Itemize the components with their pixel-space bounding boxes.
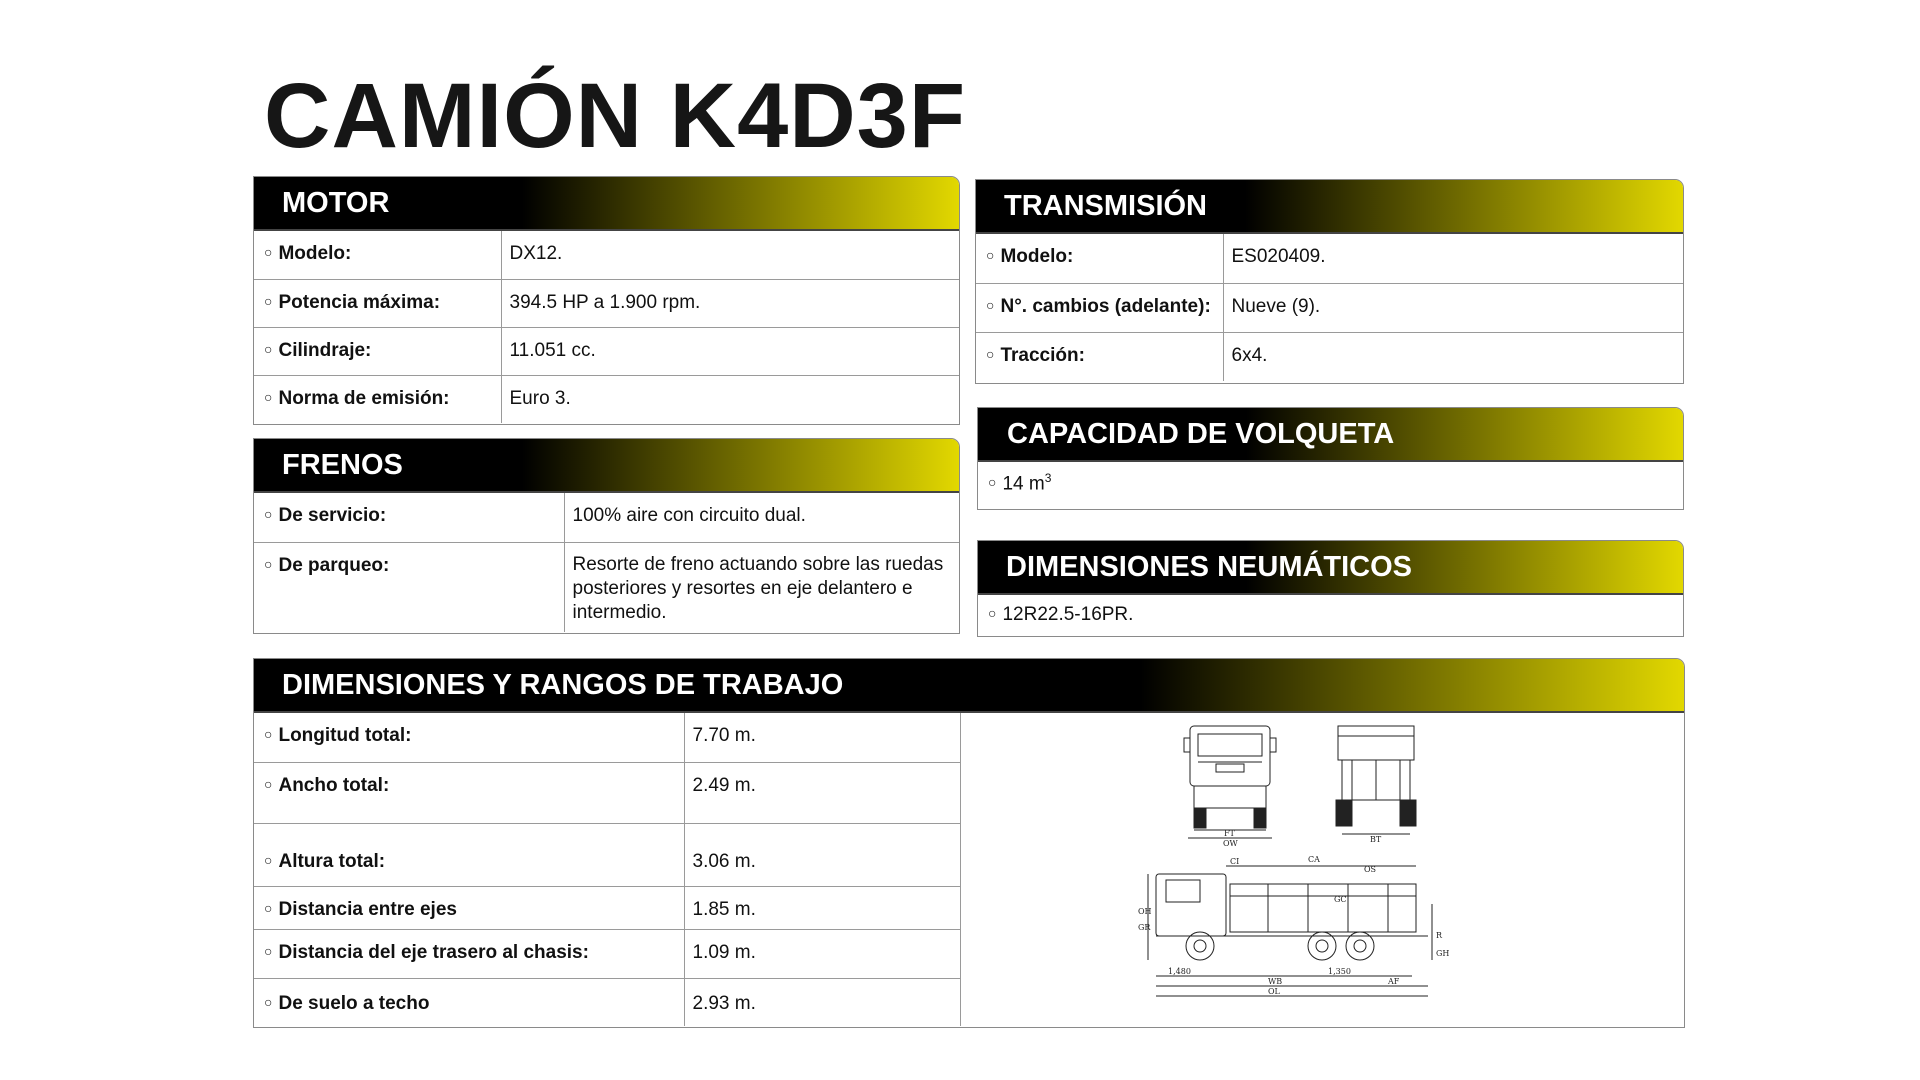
bullet-icon: ○ bbox=[264, 942, 273, 959]
dim-label-bt: BT bbox=[1370, 835, 1382, 844]
row-value: 1.85 m. bbox=[684, 886, 961, 929]
table-row bbox=[254, 886, 961, 929]
bullet-icon: ○ bbox=[986, 345, 995, 362]
row-label: Distancia entre ejes bbox=[278, 898, 457, 920]
table-row bbox=[254, 493, 959, 542]
row-value: DX12. bbox=[509, 243, 563, 264]
motor-table bbox=[254, 231, 959, 423]
table-row bbox=[254, 375, 959, 423]
dim-label-ci: CI bbox=[1230, 857, 1240, 866]
row-label: Altura total: bbox=[278, 850, 386, 872]
row-value: Nueve (9). bbox=[1223, 283, 1683, 332]
row-value: 11.051 cc. bbox=[501, 327, 959, 375]
row-value: 3.06 m. bbox=[684, 823, 961, 886]
volqueta-value bbox=[978, 462, 1683, 504]
row-label: De suelo a techo bbox=[278, 992, 430, 1014]
neumaticos-heading: DIMENSIONES NEUMÁTICOS bbox=[978, 541, 1683, 595]
row-label: Tracción: bbox=[1000, 344, 1085, 366]
volqueta-panel bbox=[977, 407, 1684, 510]
row-value: 2.49 m. bbox=[684, 762, 961, 823]
unit-exponent: 3 bbox=[1044, 471, 1052, 485]
volqueta-heading: CAPACIDAD DE VOLQUETA bbox=[978, 408, 1683, 462]
bullet-icon: ○ bbox=[986, 247, 995, 263]
bullet-icon: ○ bbox=[264, 388, 273, 405]
row-label: Modelo: bbox=[1000, 246, 1074, 267]
table-row bbox=[254, 327, 959, 375]
row-value: Euro 3. bbox=[501, 375, 959, 423]
neumaticos-panel bbox=[977, 540, 1684, 637]
bullet-icon: ○ bbox=[264, 292, 273, 309]
row-label: Distancia del eje trasero al chasis: bbox=[278, 941, 589, 963]
dim-label-oh: OH bbox=[1138, 907, 1152, 916]
row-label: Ancho total: bbox=[278, 774, 390, 796]
dim-label-gr: GR bbox=[1138, 923, 1151, 932]
transmision-panel bbox=[975, 179, 1684, 384]
truck-dimension-drawing bbox=[1138, 724, 1478, 1014]
table-row bbox=[254, 929, 961, 978]
table-row bbox=[976, 283, 1683, 332]
table-row bbox=[976, 332, 1683, 381]
row-value: 2.93 m. bbox=[684, 978, 961, 1026]
row-label: Cilindraje: bbox=[278, 339, 372, 361]
dimensiones-table bbox=[254, 713, 961, 1026]
page-title: CAMIÓN K4D3F bbox=[264, 65, 967, 167]
motor-heading: MOTOR bbox=[254, 177, 959, 231]
bullet-icon: ○ bbox=[264, 244, 273, 260]
bullet-icon: ○ bbox=[264, 555, 273, 572]
truck-front-view bbox=[1184, 726, 1276, 848]
table-row bbox=[254, 542, 959, 632]
bullet-icon: ○ bbox=[986, 296, 995, 313]
bullet-icon: ○ bbox=[988, 474, 997, 491]
dim-label-gh: GH bbox=[1436, 949, 1450, 958]
row-label: Modelo: bbox=[278, 243, 352, 264]
row-value: ES020409. bbox=[1231, 246, 1326, 267]
transmision-heading: TRANSMISIÓN bbox=[976, 180, 1683, 234]
transmision-table bbox=[976, 234, 1683, 381]
table-row bbox=[254, 279, 959, 327]
bullet-icon: ○ bbox=[264, 899, 273, 916]
dim-label-os: OS bbox=[1364, 865, 1377, 874]
bullet-icon: ○ bbox=[264, 993, 273, 1010]
dim-label-ol: OL bbox=[1268, 987, 1280, 996]
table-row bbox=[254, 231, 959, 279]
table-row bbox=[976, 234, 1683, 283]
neumaticos-value bbox=[978, 595, 1683, 635]
neumaticos-size: 12R22.5-16PR. bbox=[1002, 604, 1134, 625]
dim-label-ca: CA bbox=[1308, 855, 1320, 864]
dim-label-gc: GC bbox=[1334, 895, 1347, 904]
table-row bbox=[254, 978, 961, 1026]
row-value: 394.5 HP a 1.900 rpm. bbox=[501, 279, 959, 327]
frenos-panel bbox=[253, 438, 960, 634]
dim-label-1480: 1,480 bbox=[1168, 967, 1191, 976]
bullet-icon: ○ bbox=[264, 851, 273, 868]
bullet-icon: ○ bbox=[264, 775, 273, 792]
truck-rear-view bbox=[1336, 726, 1416, 844]
dim-label-1350: 1,350 bbox=[1328, 967, 1351, 976]
row-value: 7.70 m. bbox=[692, 725, 756, 746]
table-row bbox=[254, 823, 961, 886]
row-label: Potencia máxima: bbox=[278, 291, 441, 313]
dim-label-wb: WB bbox=[1268, 977, 1283, 986]
dim-label-af: AF bbox=[1388, 977, 1400, 986]
table-row bbox=[254, 762, 961, 823]
row-value: 100% aire con circuito dual. bbox=[572, 505, 806, 526]
truck-side-view bbox=[1138, 855, 1449, 996]
row-value: 1.09 m. bbox=[684, 929, 961, 978]
bullet-icon: ○ bbox=[988, 605, 997, 621]
table-row bbox=[254, 713, 961, 762]
frenos-heading: FRENOS bbox=[254, 439, 959, 493]
row-label: N°. cambios (adelante): bbox=[1000, 295, 1211, 317]
bullet-icon: ○ bbox=[264, 506, 273, 522]
bullet-icon: ○ bbox=[264, 726, 273, 742]
row-value: Resorte de freno actuando sobre las ruedas posteriores y resortes en eje delantero e intermedio. bbox=[564, 542, 959, 632]
motor-panel bbox=[253, 176, 960, 425]
dim-label-ft: FT bbox=[1224, 829, 1235, 838]
row-value: 6x4. bbox=[1223, 332, 1683, 381]
volqueta-amount: 14 m bbox=[1002, 473, 1045, 495]
dim-label-r: R bbox=[1436, 931, 1443, 940]
dimensiones-heading: DIMENSIONES Y RANGOS DE TRABAJO bbox=[254, 659, 1684, 713]
row-label: Longitud total: bbox=[278, 725, 412, 746]
row-label: De servicio: bbox=[278, 505, 387, 526]
row-label: Norma de emisión: bbox=[278, 387, 450, 409]
frenos-table bbox=[254, 493, 959, 632]
dim-label-ow: OW bbox=[1223, 839, 1238, 848]
row-label: De parqueo: bbox=[278, 554, 390, 576]
bullet-icon: ○ bbox=[264, 340, 273, 357]
